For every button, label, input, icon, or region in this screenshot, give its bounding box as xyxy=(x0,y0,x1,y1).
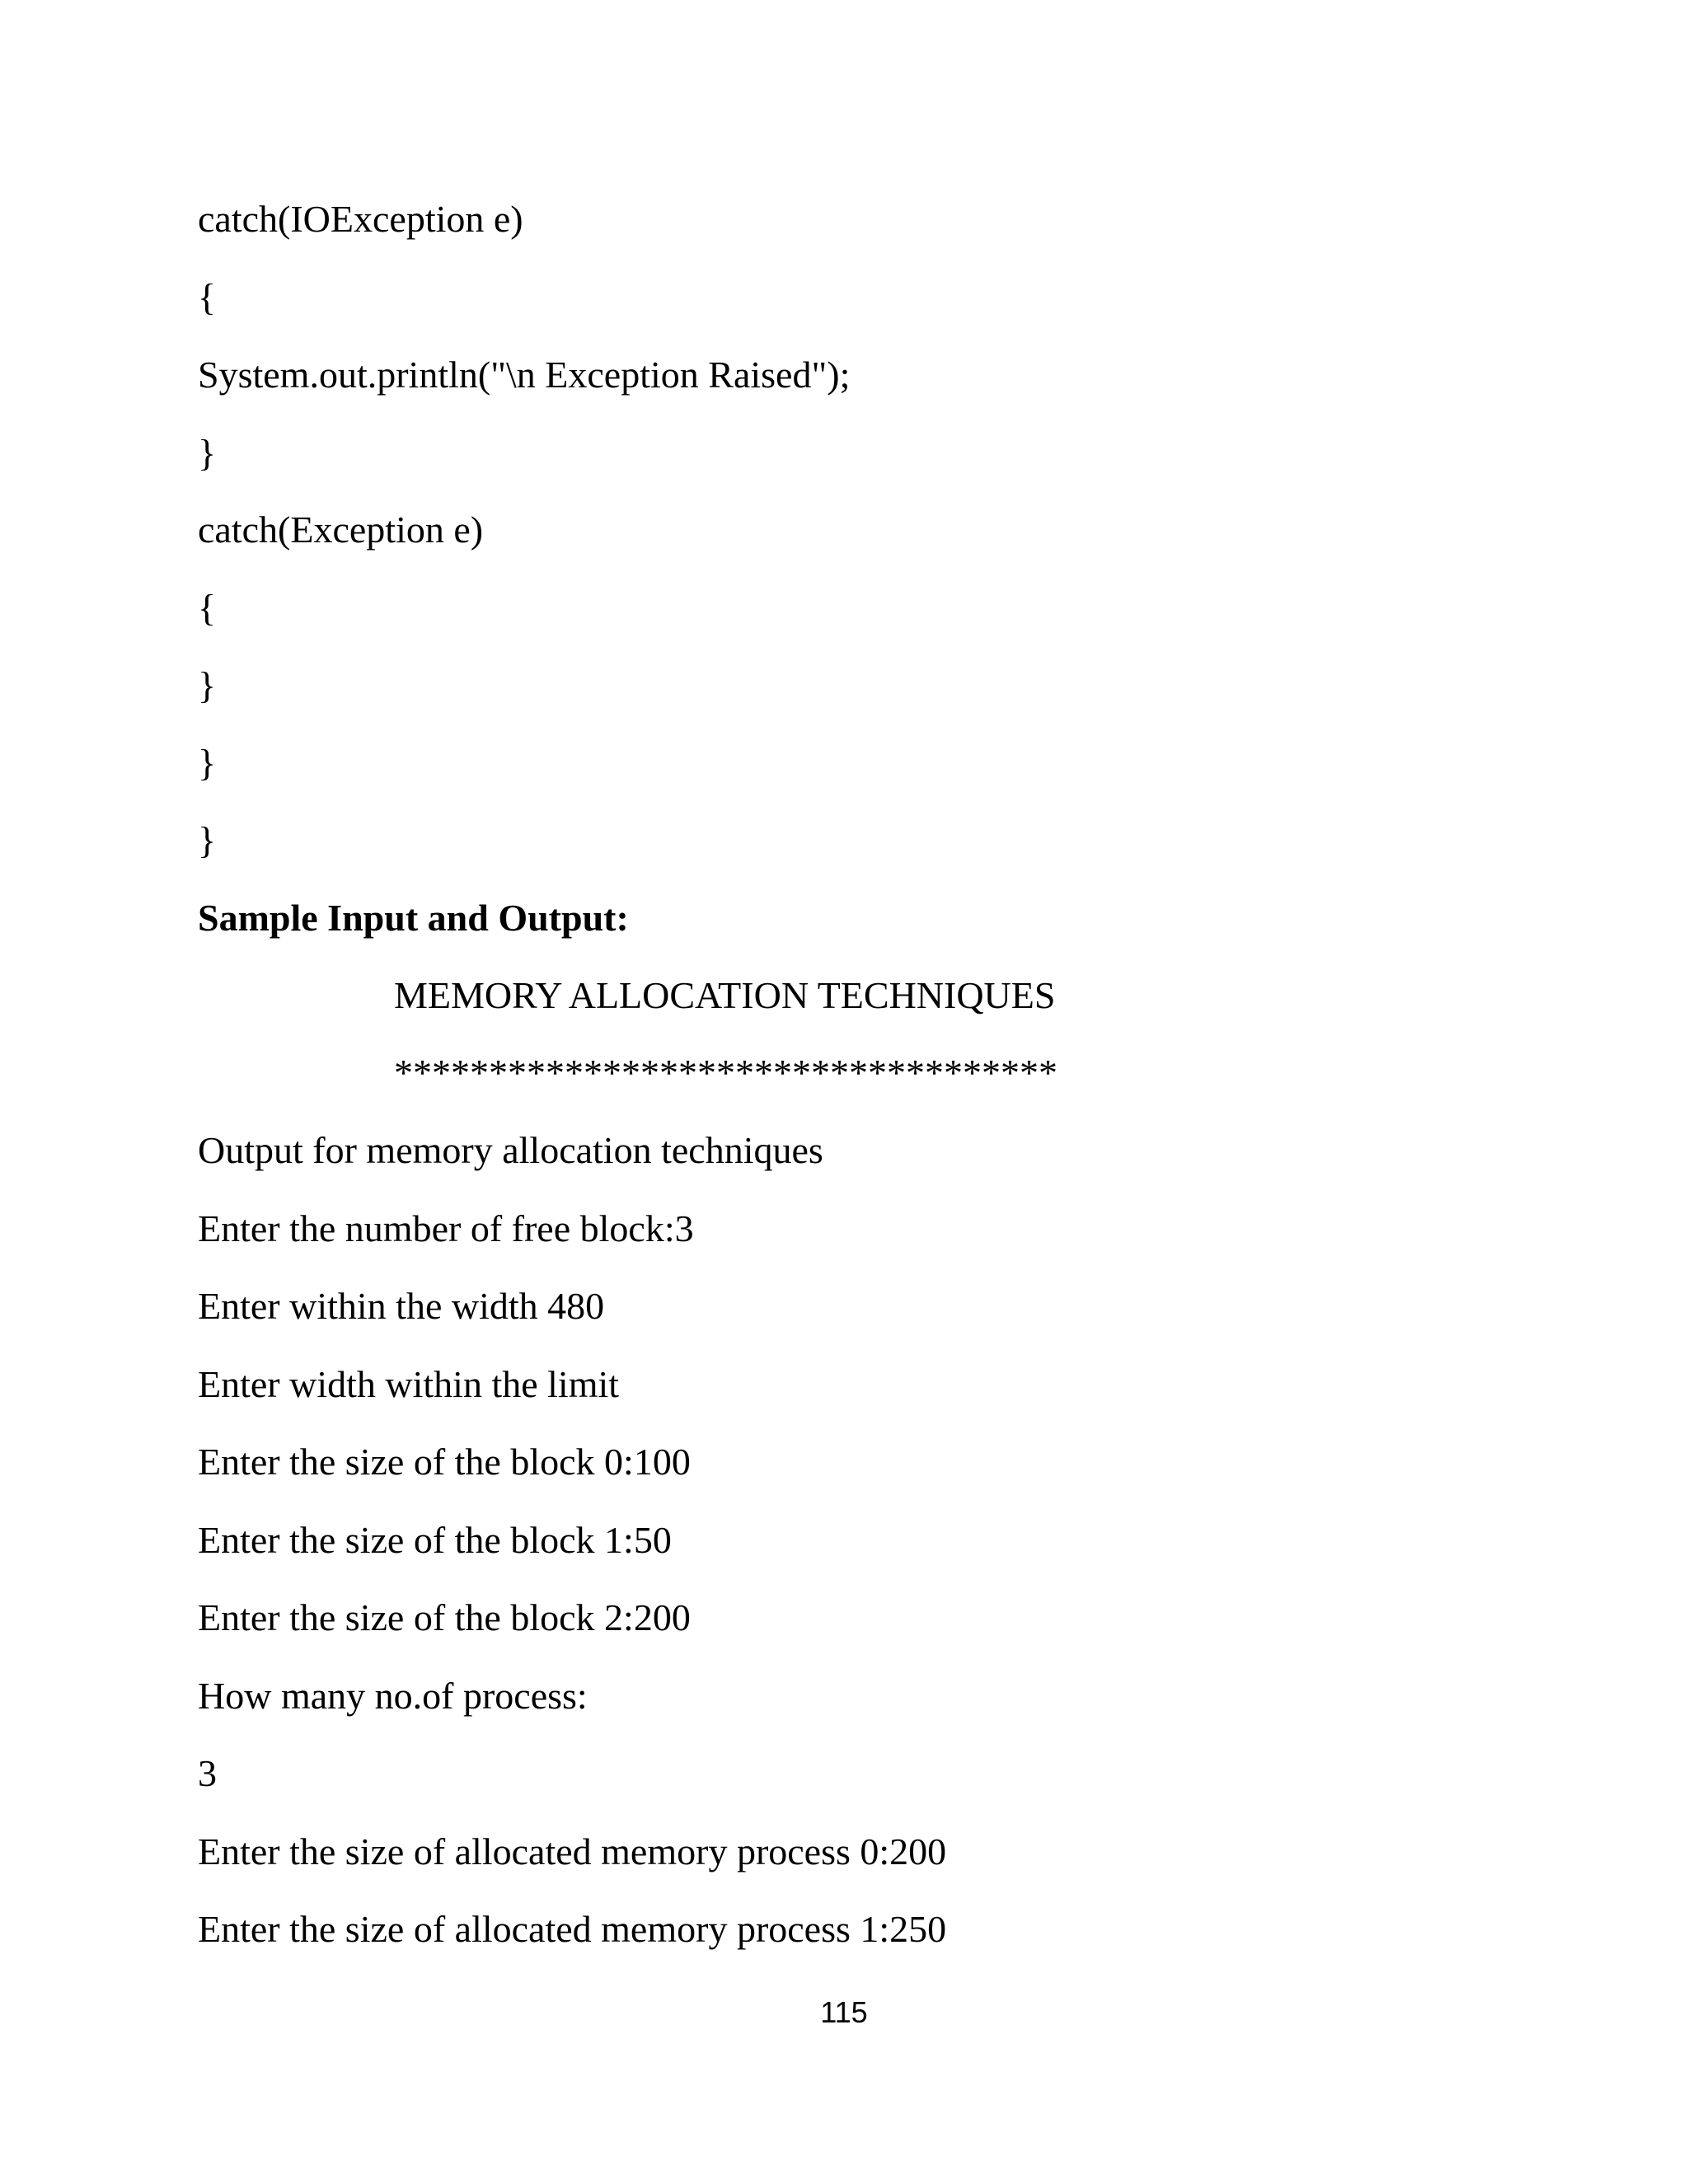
code-line: catch(Exception e) xyxy=(198,509,484,551)
output-title: MEMORY ALLOCATION TECHNIQUES xyxy=(394,974,1056,1016)
code-line: System.out.println("\n Exception Raised"); xyxy=(198,354,851,396)
code-line: catch(IOException e) xyxy=(198,198,523,240)
code-line: } xyxy=(198,664,217,706)
code-line: { xyxy=(198,587,217,629)
output-line: 3 xyxy=(198,1752,217,1794)
output-line: How many no.of process: xyxy=(198,1675,588,1717)
output-line: Output for memory allocation techniques xyxy=(198,1129,823,1171)
output-line: Enter the size of the block 2:200 xyxy=(198,1596,691,1638)
code-line: } xyxy=(198,742,217,784)
output-line: Enter the size of allocated memory process 0:200 xyxy=(198,1830,947,1872)
output-line: Enter the size of allocated memory process 1:250 xyxy=(198,1908,947,1950)
section-heading: Sample Input and Output: xyxy=(198,897,629,939)
output-line: Enter width within the limit xyxy=(198,1363,620,1405)
output-line: Enter within the width 480 xyxy=(198,1285,605,1327)
output-line: Enter the number of free block:3 xyxy=(198,1207,694,1249)
output-line: Enter the size of the block 0:100 xyxy=(198,1441,691,1483)
code-line: { xyxy=(198,276,217,318)
output-line: Enter the size of the block 1:50 xyxy=(198,1519,672,1561)
code-line: } xyxy=(198,432,217,474)
code-line: } xyxy=(198,819,217,861)
page-number: 115 xyxy=(820,1995,868,2029)
output-separator: *********************************** xyxy=(394,1052,1057,1094)
